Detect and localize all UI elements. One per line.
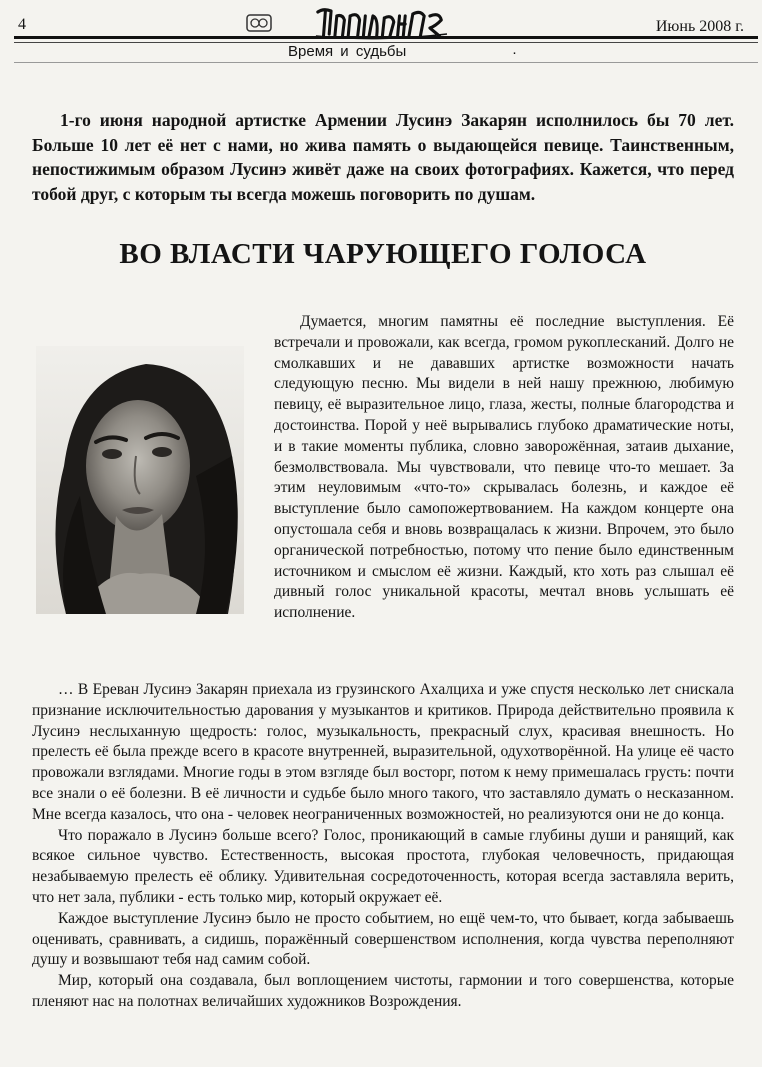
- article-paragraph: Мир, который она создавала, был воплощением чистоты, гармонии и того совершенства, которые пленяют нас на полотнах величайших художников Возрождения.: [32, 972, 734, 1010]
- portrait-photo: [36, 346, 244, 614]
- header-rule-thick: [14, 36, 758, 39]
- article-paragraph: Что поражало в Лусинэ больше всего? Голос, проникающий в самые глубины души и ранящий, как всякое сильное чувство. Естественность, высокая простота, глубокая человечность, придающая незабываемую прелесть её облику. Удивительная сосредоточенность, которая всегда заставляла верить, что нет зала, публики - есть только мир, который окружает её.: [32, 826, 734, 906]
- rubric-rule: [14, 62, 758, 63]
- article-body: [32, 680, 734, 1013]
- article-lead: 1-го июня народной артистке Армении Лусинэ Закарян исполнилось бы 70 лет. Больше 10 лет её нет с нами, но жива память о выдающейся певице. Таинственным, непостижимым образом Лусинэ живёт даже на своих фотографиях. Кажется, что перед тобой друг, с которым ты всегда можешь поговорить по душам.: [32, 110, 734, 204]
- article-paragraph: … В Ереван Лусинэ Закарян приехала из грузинского Ахалциха и уже спустя несколько лет снискала признание исключительностью дарования у музыкантов и критиков. Природа действительно проявила к Лусинэ неслыханную щедрость: голос, музыкальность, прекрасный слух, красивая внешность. Но прелесть её была прежде всего в красоте внутренней, выразительной, одухотворённой. На улице её часто провожали взглядами. Многие годы в этом взгляде был восторг, потом к нему примешалась грусть: почти все знали о её болезни. В её личности и судьбе было много такого, что заставляло думать о несказанном. Мне всегда казалось, что она - человек неограниченных возможностей, но реализуются они не до конца.: [32, 681, 734, 823]
- newspaper-logo: [314, 6, 457, 40]
- section-rubric: Время и судьбы: [288, 43, 407, 60]
- article-paragraph: Каждое выступление Лусинэ было не просто событием, но ещё чем-то, что бывает, когда забываешь оценивать, сравнивать, а сидишь, поражённый совершенством исполнения, когда чувства переполняют душу и возвышают тебя над самим собой.: [32, 909, 734, 969]
- portrait-image-icon: [36, 346, 244, 614]
- page-number: 4: [18, 16, 26, 33]
- masthead: [14, 6, 758, 38]
- rubric-mark: ·: [512, 44, 517, 61]
- article-intro-paragraph: Думается, многим памятны её последние выступления. Её встречали и провожали, как всегда, громом рукоплесканий. Долго не смолкавших и не дававших артистке возможности начать следующую песню. Мы видели в ней нашу прежнюю, любимую певицу, её выразительное лицо, глаза, жесты, полные благородства и достоинства. Порой у неё вырывались глубоко драматические ноты, и в такие моменты публика, словно заворожённая, затаив дыхание, безмолвствовала. Мы чувствовали, что певице что-то мешает. За этим неуловимым «что-то» скрывалась болезнь, и каждое её выступление было самопожертвованием. На каждом концерте она опустошала себя и вновь возвращалась к жизни. Впрочем, это было органической потребностью, потому что пение было единственным источником и смыслом её жизни. Каждый, кто хоть раз слышал её дивный голос уникальной красоты, мечтал вновь услышать её исполнение.: [274, 313, 734, 622]
- article-headline: ВО ВЛАСТИ ЧАРУЮЩЕГО ГОЛОСА: [119, 238, 647, 270]
- logo-emblem-icon: [246, 14, 272, 32]
- issue-date: Июнь 2008 г.: [655, 18, 744, 35]
